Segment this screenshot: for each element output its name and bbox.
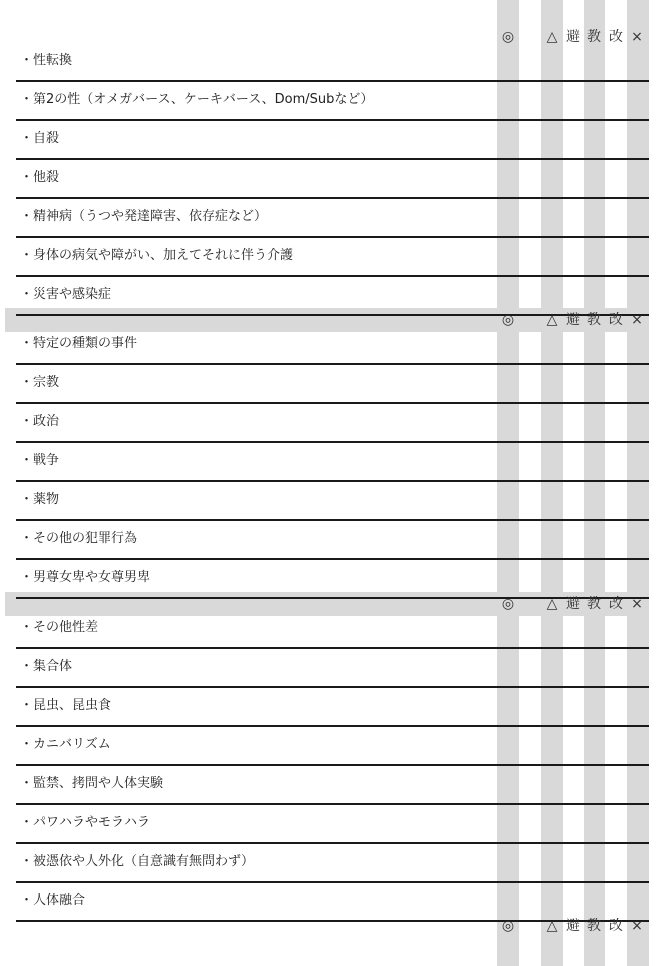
list-item-label: ・男尊女卑や女尊男卑 [20, 570, 151, 585]
row-divider [16, 402, 649, 404]
row-divider [16, 158, 649, 160]
column-header-label: 教 [587, 918, 601, 934]
row-divider [16, 275, 649, 277]
list-item [16, 245, 649, 277]
list-item-label: ・その他性差 [20, 620, 99, 635]
column-header-label: 教 [587, 596, 601, 612]
list-item-label: ・人体融合 [20, 893, 86, 908]
row-divider [16, 881, 649, 883]
list-item [16, 128, 649, 160]
column-header-label: △ [546, 596, 558, 612]
column-header-label: × [631, 29, 643, 45]
row-divider [16, 842, 649, 844]
list-item [16, 167, 649, 199]
column-header-label: 改 [609, 918, 623, 934]
row-divider [16, 647, 649, 649]
list-item-label: ・特定の種類の事件 [20, 336, 138, 351]
list-item-label: ・身体の病気や障がい、加えてそれに伴う介護 [20, 248, 294, 263]
list-item [16, 411, 649, 443]
list-item-label: ・パワハラやモラハラ [20, 815, 151, 830]
row-divider [16, 803, 649, 805]
column-header-label: × [631, 312, 643, 328]
row-divider [16, 480, 649, 482]
column-header-label: 教 [587, 29, 601, 45]
row-divider [16, 519, 649, 521]
list-item [16, 695, 649, 727]
column-header-label: 改 [609, 29, 623, 45]
column-header-label: △ [546, 29, 558, 45]
list-item [16, 528, 649, 560]
column-header-label: 避 [566, 312, 580, 328]
list-item [16, 734, 649, 766]
list-item-label: ・政治 [20, 414, 60, 429]
column-header-label: ◎ [501, 312, 515, 328]
list-item-label: ・カニバリズム [20, 737, 111, 752]
column-header-row [0, 915, 667, 937]
list-item [16, 617, 649, 649]
column-header-label: ◎ [501, 29, 515, 45]
column-header-label: △ [546, 312, 558, 328]
list-item-label: ・性転換 [20, 53, 73, 68]
list-item [16, 333, 649, 365]
list-item [16, 773, 649, 805]
list-item [16, 206, 649, 238]
row-divider [16, 119, 649, 121]
column-header-label: 教 [587, 312, 601, 328]
list-item-label: ・第2の性（オメガバース、ケーキバース、Dom/Subなど） [20, 92, 374, 107]
row-divider [16, 236, 649, 238]
row-divider [16, 764, 649, 766]
column-header-label: 改 [609, 312, 623, 328]
column-header-label: 改 [609, 596, 623, 612]
column-header-label: 避 [566, 596, 580, 612]
column-header-row [0, 309, 667, 331]
list-item-label: ・監禁、拷問や人体実験 [20, 776, 164, 791]
list-item [16, 489, 649, 521]
list-item-label: ・宗教 [20, 375, 60, 390]
list-item-label: ・精神病（うつや発達障害、依存症など） [20, 209, 268, 224]
row-divider [16, 686, 649, 688]
list-item [16, 812, 649, 844]
row-divider [16, 363, 649, 365]
list-item [16, 50, 649, 82]
column-header-label: ◎ [501, 918, 515, 934]
list-item [16, 656, 649, 688]
column-header-label: × [631, 918, 643, 934]
row-divider [16, 80, 649, 82]
column-header-row [0, 593, 667, 615]
list-item-label: ・自殺 [20, 131, 60, 146]
column-header-label: 避 [566, 918, 580, 934]
list-item-label: ・被憑依や人外化（自意識有無問わず） [20, 854, 255, 869]
column-header-label: × [631, 596, 643, 612]
list-item [16, 89, 649, 121]
row-divider [16, 725, 649, 727]
row-divider [16, 197, 649, 199]
list-item-label: ・他殺 [20, 170, 60, 185]
list-item-label: ・その他の犯罪行為 [20, 531, 138, 546]
list-item [16, 450, 649, 482]
list-item-label: ・戦争 [20, 453, 60, 468]
list-item [16, 851, 649, 883]
row-divider [16, 558, 649, 560]
list-item-label: ・災害や感染症 [20, 287, 112, 302]
column-header-label: 避 [566, 29, 580, 45]
column-header-row [0, 26, 667, 48]
row-divider [16, 441, 649, 443]
list-item-label: ・集合体 [20, 659, 73, 674]
list-item-label: ・昆虫、昆虫食 [20, 698, 112, 713]
list-item-label: ・薬物 [20, 492, 60, 507]
column-header-label: ◎ [501, 596, 515, 612]
list-item [16, 372, 649, 404]
column-header-label: △ [546, 918, 558, 934]
